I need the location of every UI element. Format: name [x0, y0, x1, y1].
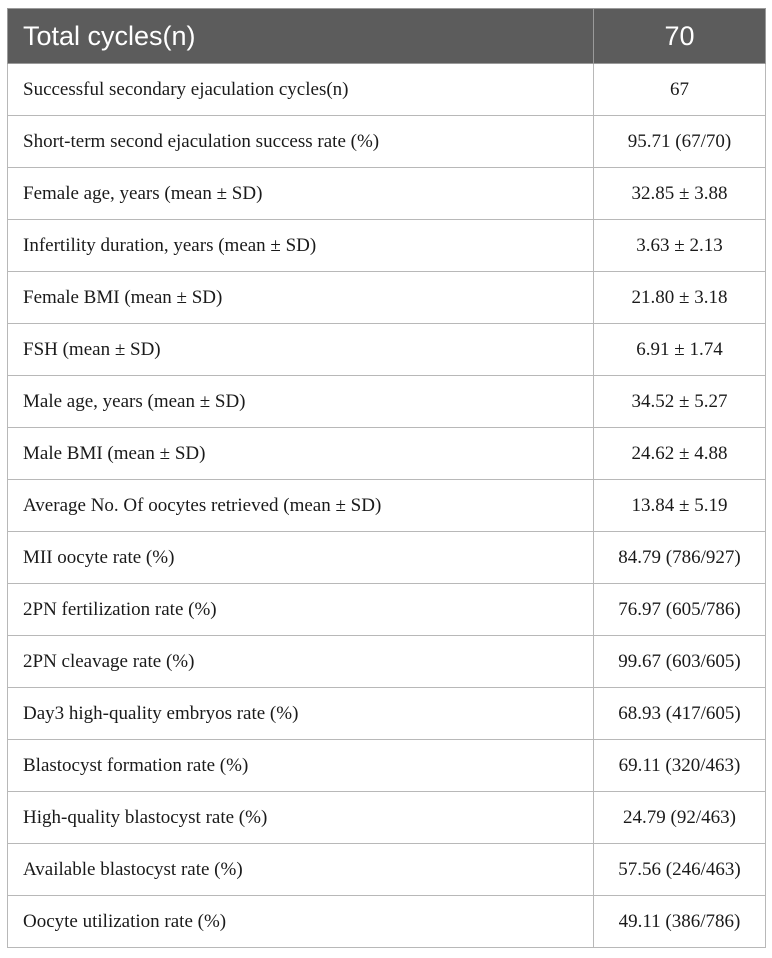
row-value: 13.84 ± 5.19 — [594, 480, 766, 532]
row-value: 67 — [594, 64, 766, 116]
header-label: Total cycles(n) — [8, 9, 594, 64]
row-label: High-quality blastocyst rate (%) — [8, 792, 594, 844]
table-row — [8, 636, 766, 688]
row-label: Average No. Of oocytes retrieved (mean ± SD) — [8, 480, 594, 532]
table-row — [8, 324, 766, 376]
table-row — [8, 844, 766, 896]
row-label: Female BMI (mean ± SD) — [8, 272, 594, 324]
table-row — [8, 896, 766, 948]
row-value: 68.93 (417/605) — [594, 688, 766, 740]
row-label: Available blastocyst rate (%) — [8, 844, 594, 896]
header-value: 70 — [594, 9, 766, 64]
table-row — [8, 376, 766, 428]
row-value: 84.79 (786/927) — [594, 532, 766, 584]
table-row — [8, 220, 766, 272]
table-row — [8, 272, 766, 324]
table-row — [8, 584, 766, 636]
row-label: 2PN cleavage rate (%) — [8, 636, 594, 688]
row-value: 32.85 ± 3.88 — [594, 168, 766, 220]
row-label: Day3 high-quality embryos rate (%) — [8, 688, 594, 740]
table-row — [8, 168, 766, 220]
table-row — [8, 428, 766, 480]
row-label: Male age, years (mean ± SD) — [8, 376, 594, 428]
table-row — [8, 740, 766, 792]
table-row — [8, 480, 766, 532]
row-label: Oocyte utilization rate (%) — [8, 896, 594, 948]
table-row — [8, 116, 766, 168]
table-row — [8, 64, 766, 116]
row-label: Successful secondary ejaculation cycles(n) — [8, 64, 594, 116]
table-row — [8, 688, 766, 740]
row-value: 24.79 (92/463) — [594, 792, 766, 844]
row-label: MII oocyte rate (%) — [8, 532, 594, 584]
row-label: Female age, years (mean ± SD) — [8, 168, 594, 220]
row-label: FSH (mean ± SD) — [8, 324, 594, 376]
table-row — [8, 792, 766, 844]
cycle-outcomes-table — [7, 8, 766, 948]
table-header-row — [8, 9, 766, 64]
row-label: Infertility duration, years (mean ± SD) — [8, 220, 594, 272]
row-value: 76.97 (605/786) — [594, 584, 766, 636]
row-value: 21.80 ± 3.18 — [594, 272, 766, 324]
table-row — [8, 532, 766, 584]
row-label: Male BMI (mean ± SD) — [8, 428, 594, 480]
row-value: 99.67 (603/605) — [594, 636, 766, 688]
row-value: 49.11 (386/786) — [594, 896, 766, 948]
row-value: 6.91 ± 1.74 — [594, 324, 766, 376]
cycle-outcomes-table-container — [7, 8, 765, 948]
row-value: 69.11 (320/463) — [594, 740, 766, 792]
row-value: 34.52 ± 5.27 — [594, 376, 766, 428]
row-label: 2PN fertilization rate (%) — [8, 584, 594, 636]
row-value: 95.71 (67/70) — [594, 116, 766, 168]
row-value: 57.56 (246/463) — [594, 844, 766, 896]
row-label: Blastocyst formation rate (%) — [8, 740, 594, 792]
row-value: 3.63 ± 2.13 — [594, 220, 766, 272]
row-value: 24.62 ± 4.88 — [594, 428, 766, 480]
row-label: Short-term second ejaculation success rate (%) — [8, 116, 594, 168]
